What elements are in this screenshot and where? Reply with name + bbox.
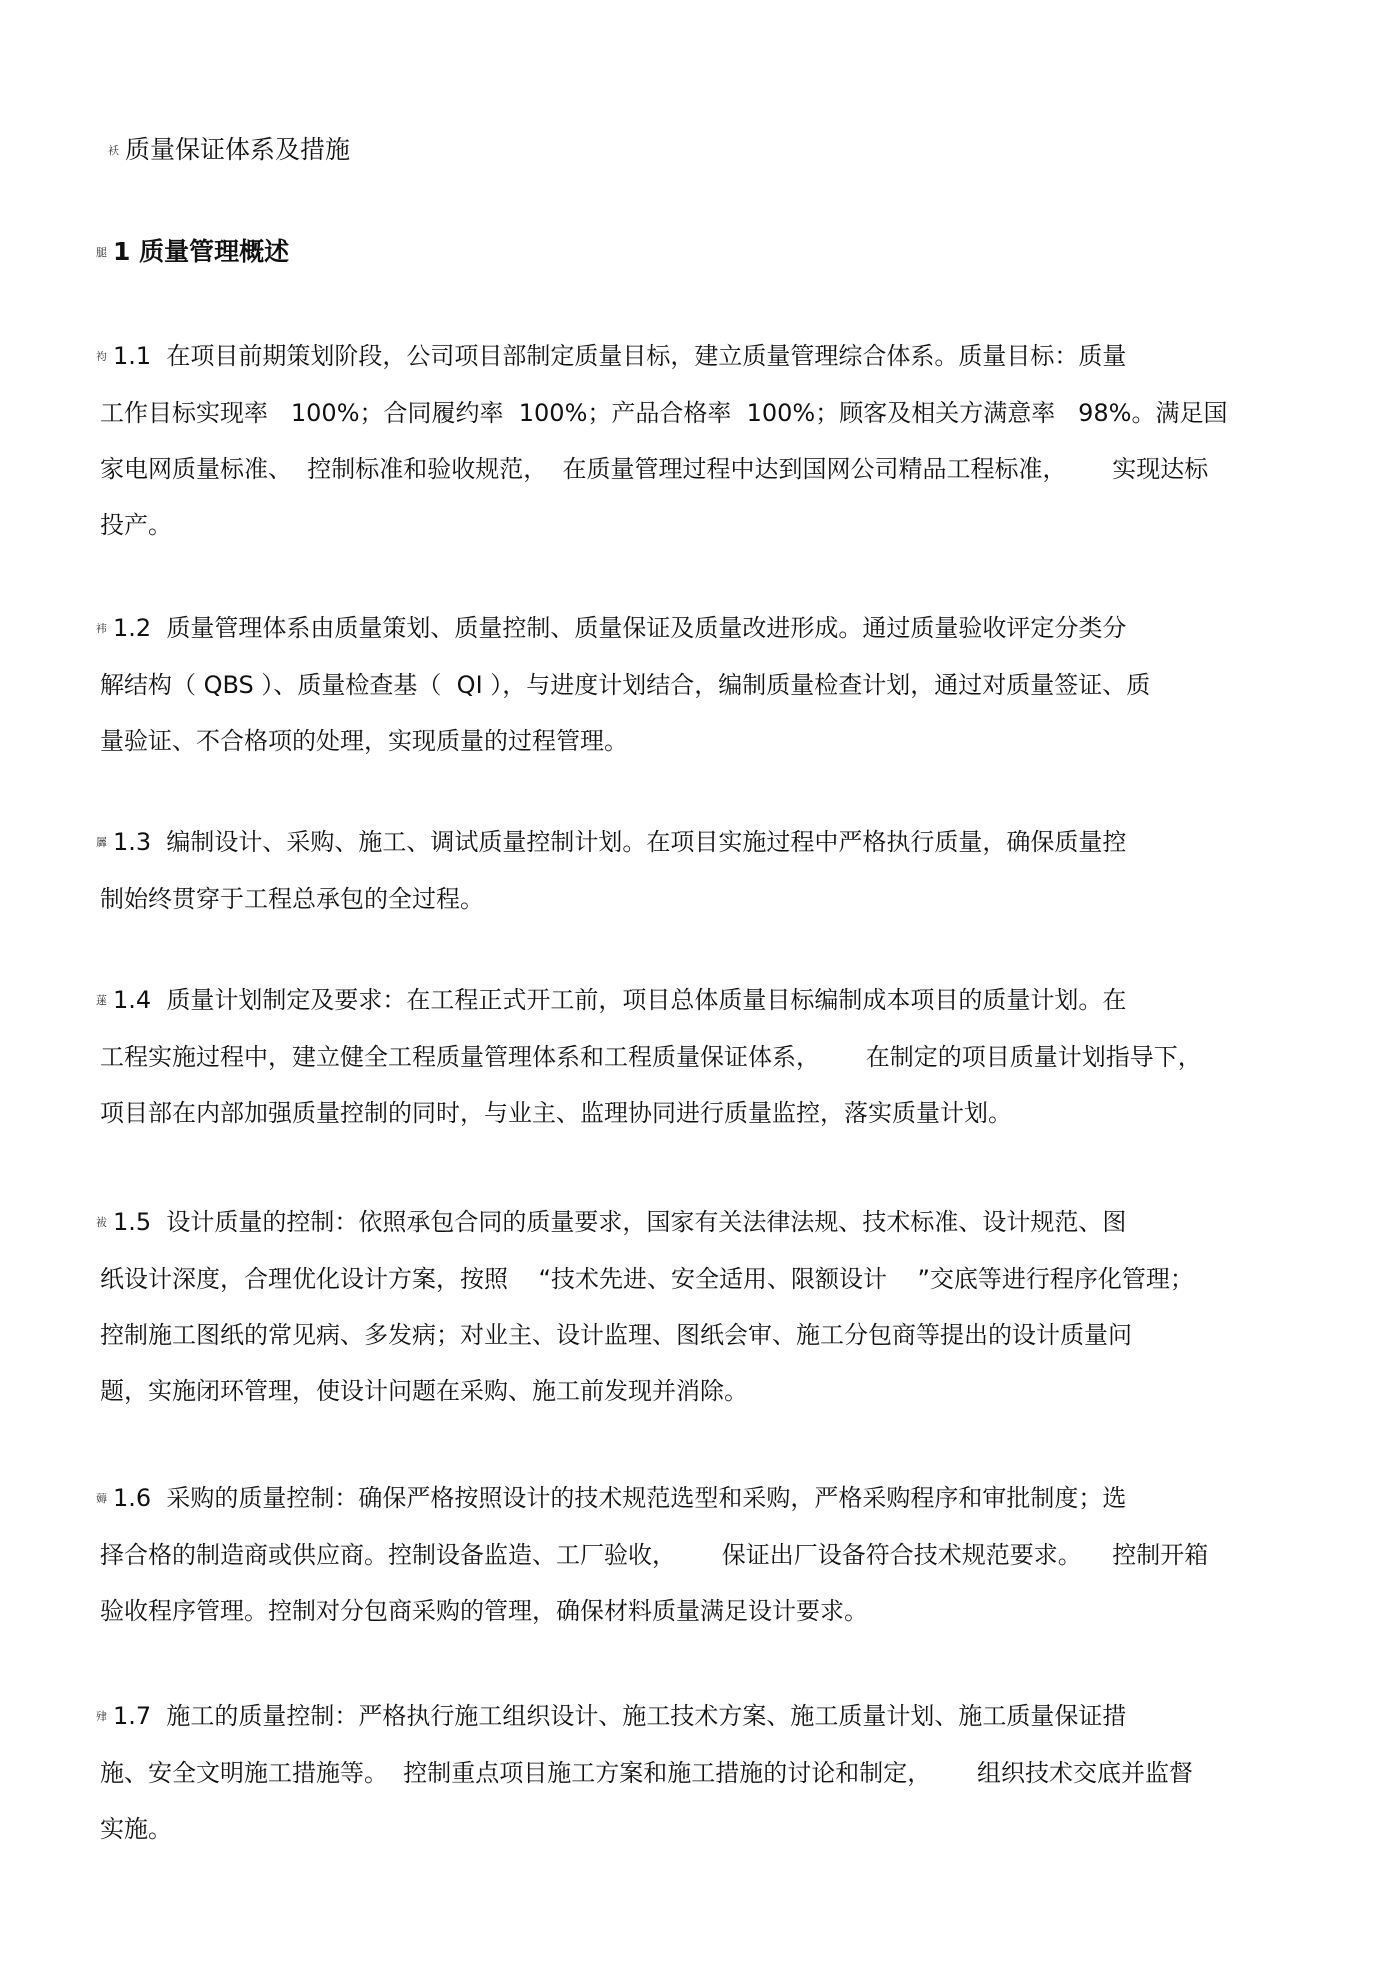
paragraph-line — [96, 328, 1300, 385]
paragraph-line: 工程实施过程中，建立健全工程质量管理体系和工程质量保证体系， 在制定的项目质量计划指导下， — [100, 1043, 1202, 1071]
paragraph-line-text: 1.3 编制设计、采购、施工、调试质量控制计划。在项目实施过程中严格执行质量，确保质量控 — [113, 828, 1127, 856]
paragraph-1-4 — [96, 972, 1300, 1141]
paragraph-1-2 — [96, 600, 1300, 769]
paragraph-line: 施、安全文明施工措施等。 控制重点项目施工方案和施工措施的讨论和制定， 组织技术交底并监督 — [100, 1759, 1194, 1787]
paragraph-line — [96, 972, 1300, 1029]
paragraph-1-3 — [96, 814, 1300, 927]
paragraph-1-5 — [96, 1194, 1300, 1419]
paragraph-line-text: 1.6 采购的质量控制：确保严格按照设计的技术规范选型和采购，严格采购程序和审批制度；选 — [113, 1484, 1127, 1512]
paragraph-line: 项目部在内部加强质量控制的同时，与业主、监理协同进行质量监控，落实质量计划。 — [100, 1099, 1012, 1127]
paragraph-line — [96, 1688, 1300, 1745]
paragraph-line-text: 1.7 施工的质量控制：严格执行施工组织设计、施工技术方案、施工质量计划、施工质量保证措 — [113, 1702, 1127, 1730]
paragraph-marker: 袀 — [96, 350, 107, 363]
paragraph-line: 量验证、不合格项的处理，实现质量的过程管理。 — [100, 727, 628, 755]
title-text: 质量保证体系及措施 — [125, 135, 351, 164]
paragraph-line: 解结构（ QBS ）、质量检查基（ QI ），与进度计划结合，编制质量检查计划，通过对质量签证、质 — [100, 671, 1151, 699]
paragraph-line-text: 1.5 设计质量的控制：依照承包合同的质量要求，国家有关法律法规、技术标准、设计规范、图 — [113, 1208, 1127, 1236]
paragraph-line: 验收程序管理。控制对分包商采购的管理，确保材料质量满足设计要求。 — [100, 1597, 868, 1625]
paragraph-line-text: 1.1 在项目前期策划阶段，公司项目部制定质量目标，建立质量管理综合体系。质量目标：质量 — [113, 342, 1127, 370]
section-heading — [96, 234, 289, 271]
paragraph-1-7 — [96, 1688, 1300, 1857]
paragraph-marker: 袆 — [96, 622, 107, 635]
paragraph-line — [96, 1194, 1300, 1251]
paragraph-line-text: 1.2 质量管理体系由质量策划、质量控制、质量保证及质量改进形成。通过质量验收评定分类分 — [113, 614, 1127, 642]
paragraph-line: 题，实施闭环管理，使设计问题在采购、施工前发现并消除。 — [100, 1377, 748, 1405]
document-title — [108, 132, 350, 169]
paragraph-line — [96, 1470, 1300, 1527]
section-marker: 腿 — [96, 246, 107, 259]
title-marker: 袄 — [108, 144, 119, 157]
section-text: 1 质量管理概述 — [113, 237, 290, 266]
paragraph-line: 投产。 — [100, 511, 172, 539]
paragraph-line: 实施。 — [100, 1815, 172, 1843]
paragraph-line: 控制施工图纸的常见病、多发病；对业主、设计监理、图纸会审、施工分包商等提出的设计质量问 — [100, 1321, 1132, 1349]
paragraph-marker: 薅 — [96, 1492, 107, 1505]
paragraph-marker: 蒾 — [96, 994, 107, 1007]
paragraph-line: 制始终贯穿于工程总承包的全过程。 — [100, 885, 484, 913]
paragraph-1-6 — [96, 1470, 1300, 1639]
paragraph-line: 纸设计深度，合理优化设计方案，按照 “技术先进、安全适用、限额设计 ”交底等进行程序化管理； — [100, 1265, 1194, 1293]
paragraph-line: 工作目标实现率 100%；合同履约率 100%；产品合格率 100%；顾客及相关方满意率 98%。满足国 — [100, 399, 1228, 427]
paragraph-marker: 羼 — [96, 836, 107, 849]
paragraph-line — [96, 600, 1300, 657]
paragraph-line: 择合格的制造商或供应商。控制设备监造、工厂验收， 保证出厂设备符合技术规范要求。 控制开箱 — [100, 1541, 1209, 1569]
paragraph-line-text: 1.4 质量计划制定及要求：在工程正式开工前，项目总体质量目标编制成本项目的质量计划。在 — [113, 986, 1127, 1014]
paragraph-1-1 — [96, 328, 1300, 553]
paragraph-line — [96, 814, 1300, 871]
paragraph-marker: 肂 — [96, 1710, 107, 1723]
paragraph-line: 家电网质量标准、 控制标准和验收规范， 在质量管理过程中达到国网公司精品工程标准， 实现达标 — [100, 455, 1209, 483]
paragraph-marker: 袚 — [96, 1216, 107, 1229]
